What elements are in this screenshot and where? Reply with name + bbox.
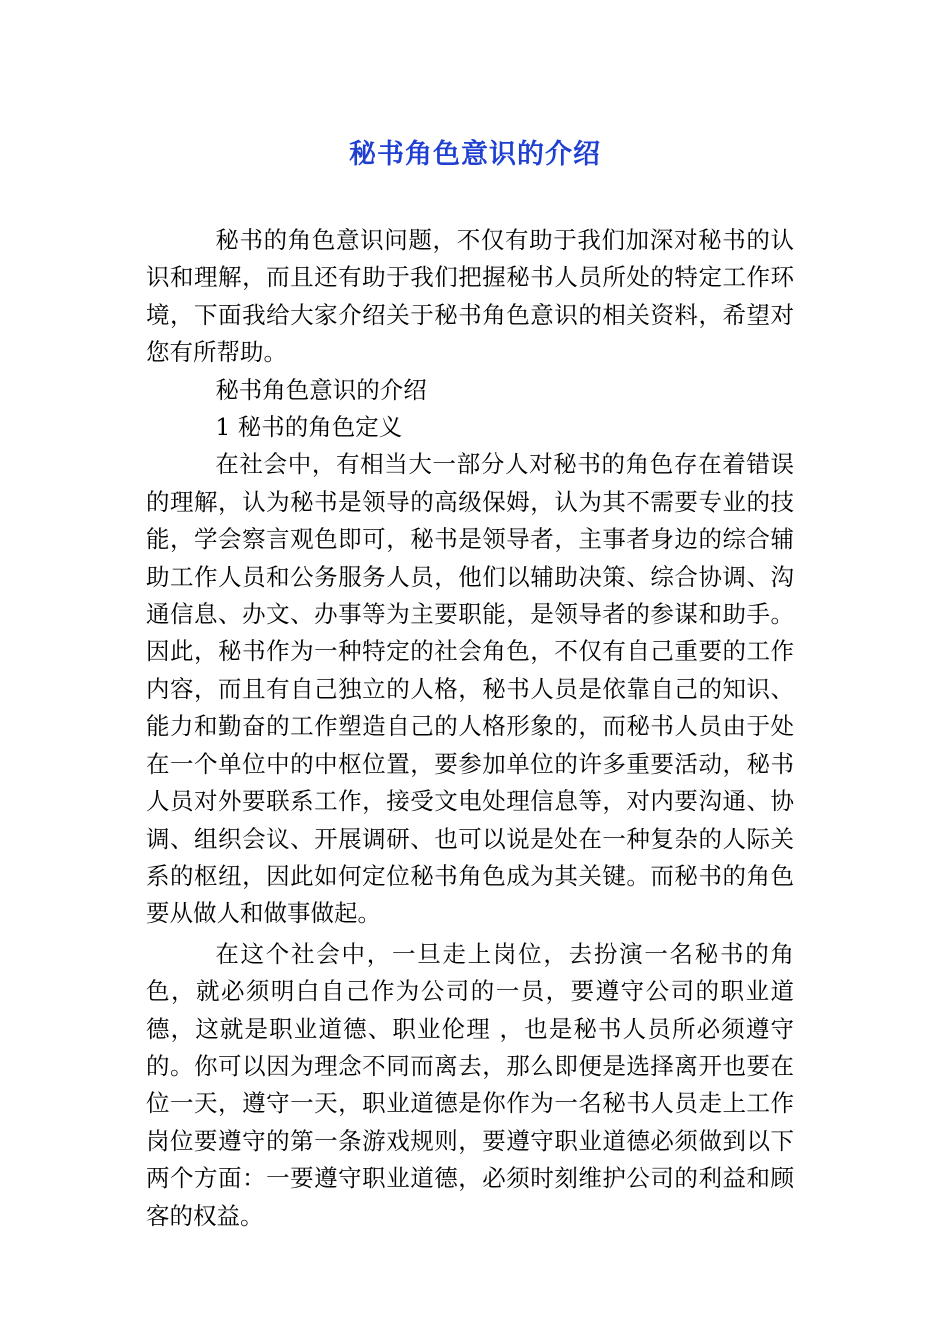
- section-heading: 秘书角色意识的介绍: [215, 375, 427, 404]
- body-paragraph: 在这个社会中，一旦走上岗位，去扮演一名秘书的角色，就必须明白自己作为公司的一员，要遵守公司的职业道德，这就是职业道德、职业伦理 ，也是秘书人员所必须遵守的。你可以因为理念不同而离去，那么即便是选择离开也要在位一天，遵守一天，职业道德是你作为一名秘书人员走上工作岗位要遵守的第一条游戏规则，要遵守职业道德必须做到以下两个方面：一要遵守职业道德，必须时刻维护公司的利益和顾客的权益。: [146, 939, 794, 1230]
- subsection-heading: 1 秘书的角色定义: [215, 413, 403, 442]
- intro-paragraph: 秘书的角色意识问题，不仅有助于我们加深对秘书的认识和理解，而且还有助于我们把握秘书人员所处的特定工作环境，下面我给大家介绍关于秘书角色意识的相关资料，希望对您有所帮助。: [146, 226, 794, 367]
- body-paragraph: 在社会中，有相当大一部分人对秘书的角色存在着错误的理解，认为秘书是领导的高级保姆，认为其不需要专业的技能，学会察言观色即可，秘书是领导者，主事者身边的综合辅助工作人员和公务服务人员，他们以辅助决策、综合协调、沟通信息、办文、办事等为主要职能，是领导者的参谋和助手。因此，秘书作为一种特定的社会角色，不仅有自己重要的工作内容，而且有自己独立的人格，秘书人员是依靠自己的知识、能力和勤奋的工作塑造自己的人格形象的，而秘书人员由于处在一个单位中的中枢位置，要参加单位的许多重要活动，秘书人员对外要联系工作，接受文电处理信息等，对内要沟通、协调、组织会议、开展调研、也可以说是处在一种复杂的人际关系的枢纽，因此如何定位秘书角色成为其关键。而秘书的角色要从做人和做事做起。: [146, 450, 794, 928]
- document-body: [146, 222, 794, 1235]
- document-title: 秘书角色意识的介绍: [349, 139, 601, 170]
